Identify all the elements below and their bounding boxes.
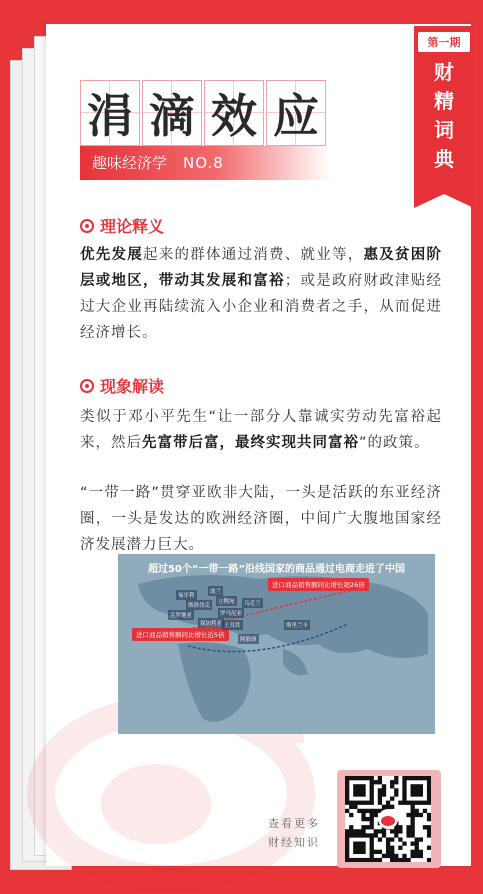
issue-label: 第一期	[418, 32, 470, 52]
qr-module	[398, 829, 402, 833]
qr-module	[411, 829, 415, 833]
qr-module	[370, 801, 374, 805]
qr-module	[386, 801, 390, 805]
qr-module	[402, 792, 406, 796]
qr-module	[411, 805, 415, 809]
qr-module	[374, 780, 378, 784]
body-text: ”的政策。	[359, 435, 430, 451]
qr-module	[419, 784, 423, 788]
page-title	[80, 80, 328, 146]
qr-module	[382, 788, 386, 792]
qr-module	[353, 776, 357, 780]
qr-module	[357, 842, 361, 846]
qr-module	[382, 833, 386, 837]
qr-module	[427, 825, 431, 829]
qr-module	[390, 784, 394, 788]
qr-module	[411, 776, 415, 780]
qr-module	[427, 817, 431, 821]
qr-module	[390, 858, 394, 862]
qr-module	[427, 780, 431, 784]
qr-module	[353, 784, 357, 788]
heading-text: 理论释义	[100, 217, 165, 236]
qr-module	[353, 829, 357, 833]
qr-module	[394, 788, 398, 792]
phenomenon-paragraph-1	[80, 404, 442, 456]
qr-module	[353, 833, 357, 837]
qr-module	[406, 801, 410, 805]
qr-module	[398, 837, 402, 841]
qr-module	[349, 829, 353, 833]
see-more-line: 查看更多	[268, 817, 320, 830]
qr-code-frame	[337, 770, 441, 868]
qr-module	[374, 858, 378, 862]
qr-module	[370, 825, 374, 829]
qr-module	[390, 796, 394, 800]
qr-module	[411, 825, 415, 829]
qr-module	[415, 776, 419, 780]
qr-module	[345, 833, 349, 837]
qr-module	[357, 809, 361, 813]
qr-module	[357, 850, 361, 854]
title-char: 效	[204, 80, 264, 146]
qr-module	[349, 825, 353, 829]
qr-module	[411, 817, 415, 821]
qr-module	[374, 809, 378, 813]
qr-module	[353, 788, 357, 792]
qr-module	[415, 809, 419, 813]
qr-module	[361, 788, 365, 792]
ribbon-char: 财	[434, 60, 454, 84]
qr-module	[345, 792, 349, 796]
qr-module	[370, 846, 374, 850]
qr-module	[402, 776, 406, 780]
qr-module	[390, 850, 394, 854]
qr-module	[402, 801, 406, 805]
qr-module	[370, 821, 374, 825]
map-city: 克罗地亚	[168, 610, 194, 620]
qr-module	[390, 837, 394, 841]
qr-module	[365, 858, 369, 862]
qr-module	[415, 837, 419, 841]
qr-module	[345, 809, 349, 813]
map-city: 土耳其	[222, 620, 243, 630]
map-label-right: 进口商品销售额同比增长超26倍	[268, 578, 369, 591]
qr-module	[345, 858, 349, 862]
qr-module	[427, 792, 431, 796]
qr-module	[345, 784, 349, 788]
qr-module	[361, 850, 365, 854]
qr-module	[390, 854, 394, 858]
qr-module	[370, 792, 374, 796]
title-char: 滴	[142, 80, 202, 146]
qr-module	[394, 854, 398, 858]
qr-module	[357, 846, 361, 850]
qr-module	[365, 817, 369, 821]
qr-code-icon	[345, 776, 431, 862]
qr-module	[361, 792, 365, 796]
qr-module	[394, 858, 398, 862]
qr-module	[370, 780, 374, 784]
qr-module	[415, 850, 419, 854]
qr-module	[374, 813, 378, 817]
qr-module	[353, 858, 357, 862]
qr-module	[382, 854, 386, 858]
map-city: 保加利亚	[198, 618, 224, 628]
subtitle: 趣味经济学	[92, 154, 168, 172]
qr-module	[411, 821, 415, 825]
qr-module	[361, 817, 365, 821]
map-city: 波兰	[208, 586, 223, 596]
qr-module	[423, 776, 427, 780]
qr-module	[374, 829, 378, 833]
qr-module	[411, 784, 415, 788]
qr-module	[402, 842, 406, 846]
qr-module	[353, 801, 357, 805]
bold-text: 惠及贫困阶层或地区，带动其发展和富裕	[80, 247, 442, 289]
qr-module	[374, 850, 378, 854]
target-dot-icon	[80, 379, 94, 393]
qr-module	[419, 792, 423, 796]
ribbon-char: 典	[434, 147, 454, 171]
qr-module	[406, 833, 410, 837]
qr-module	[370, 842, 374, 846]
bold-text: 先富带后富，最终实现共同富裕	[142, 435, 359, 451]
qr-module	[390, 780, 394, 784]
qr-module	[386, 837, 390, 841]
qr-module	[353, 792, 357, 796]
qr-module	[427, 813, 431, 817]
qr-module	[370, 833, 374, 837]
qr-module	[406, 858, 410, 862]
see-more-line: 财经知识	[268, 836, 320, 849]
qr-module	[386, 854, 390, 858]
qr-module	[427, 858, 431, 862]
qr-module	[370, 854, 374, 858]
qr-module	[390, 829, 394, 833]
qr-module	[415, 846, 419, 850]
map-title: 超过50个“一带一路”沿线国家的商品通过电商走进了中国	[147, 564, 406, 575]
title-char: 应	[266, 80, 326, 146]
qr-module	[349, 858, 353, 862]
qr-module	[361, 784, 365, 788]
qr-module	[345, 801, 349, 805]
qr-module	[415, 788, 419, 792]
map-city: 斯里兰卡	[284, 620, 310, 630]
belt-road-map-image	[118, 554, 435, 734]
qr-module	[357, 829, 361, 833]
qr-module	[394, 792, 398, 796]
body-text: ；或是政府财政津贴经过大企业再陆续流入小企业和消费者之手，从而促进经济增长。	[80, 273, 442, 341]
qr-module	[357, 858, 361, 862]
qr-module	[365, 776, 369, 780]
qr-module	[415, 854, 419, 858]
qr-module	[370, 850, 374, 854]
qr-module	[394, 829, 398, 833]
qr-module	[361, 858, 365, 862]
weibo-logo-icon	[381, 816, 395, 826]
qr-module	[415, 801, 419, 805]
subtitle-bar	[80, 146, 330, 180]
qr-module	[390, 805, 394, 809]
qr-module	[378, 801, 382, 805]
qr-module	[374, 833, 378, 837]
section-heading-phenomenon	[80, 374, 164, 397]
qr-module	[378, 780, 382, 784]
qr-module	[419, 788, 423, 792]
qr-module	[402, 854, 406, 858]
body-text: 类似于邓小平先生“让一部分人靠诚实劳动先富裕起来，然后	[80, 409, 442, 451]
qr-module	[415, 842, 419, 846]
map-city: 斯洛伐克	[186, 600, 212, 610]
qr-module	[365, 801, 369, 805]
qr-module	[411, 809, 415, 813]
qr-module	[411, 842, 415, 846]
qr-module	[402, 788, 406, 792]
bold-text: 优先发展	[80, 247, 143, 263]
qr-module	[398, 846, 402, 850]
qr-module	[382, 805, 386, 809]
qr-module	[411, 788, 415, 792]
qr-module	[378, 792, 382, 796]
qr-module	[419, 837, 423, 841]
qr-module	[353, 805, 357, 809]
qr-module	[349, 805, 353, 809]
qr-module	[349, 801, 353, 805]
qr-module	[345, 850, 349, 854]
ribbon-char: 词	[434, 118, 454, 142]
qr-module	[427, 846, 431, 850]
issue-number: NO.8	[183, 154, 224, 172]
qr-module	[370, 817, 374, 821]
qr-module	[386, 805, 390, 809]
qr-module	[390, 846, 394, 850]
qr-module	[345, 846, 349, 850]
ribbon-char: 精	[434, 89, 454, 113]
qr-module	[345, 780, 349, 784]
qr-module	[411, 801, 415, 805]
qr-module	[423, 801, 427, 805]
qr-module	[345, 796, 349, 800]
see-more-text	[268, 814, 320, 852]
qr-module	[427, 833, 431, 837]
qr-module	[370, 776, 374, 780]
qr-module	[411, 854, 415, 858]
qr-code[interactable]	[345, 776, 431, 862]
qr-module	[406, 829, 410, 833]
map-city: 乌克兰	[242, 598, 263, 608]
qr-module	[419, 776, 423, 780]
qr-module	[345, 837, 349, 841]
qr-module	[406, 776, 410, 780]
qr-module	[345, 842, 349, 846]
qr-module	[378, 837, 382, 841]
heading-text: 现象解读	[100, 377, 165, 396]
qr-module	[361, 809, 365, 813]
qr-module	[415, 784, 419, 788]
qr-module	[398, 825, 402, 829]
qr-module	[349, 813, 353, 817]
qr-module	[357, 833, 361, 837]
ribbon-tail	[414, 194, 474, 208]
qr-module	[394, 833, 398, 837]
qr-module	[353, 846, 357, 850]
map-city: 立陶宛	[216, 596, 237, 606]
title-char: 涓	[80, 80, 140, 146]
qr-module	[402, 784, 406, 788]
map-city: 匈牙利	[176, 590, 197, 600]
issue-ribbon	[414, 26, 474, 194]
map-city: 罗马尼亚	[218, 608, 244, 618]
qr-module	[349, 833, 353, 837]
qr-module	[349, 776, 353, 780]
qr-module	[378, 850, 382, 854]
qr-module	[361, 801, 365, 805]
qr-module	[427, 776, 431, 780]
qr-module	[386, 842, 390, 846]
qr-module	[353, 842, 357, 846]
qr-module	[361, 842, 365, 846]
map-label-left: 进口商品销售额同比增长近5倍	[132, 628, 229, 641]
theory-paragraph	[80, 242, 442, 346]
body-text: 起来的群体通过消费、就业等，	[143, 247, 364, 263]
qr-module	[394, 780, 398, 784]
qr-module	[370, 813, 374, 817]
qr-module	[398, 858, 402, 862]
qr-module	[361, 813, 365, 817]
qr-module	[357, 801, 361, 805]
qr-module	[382, 792, 386, 796]
qr-module	[419, 850, 423, 854]
map-city: 阿联酋	[238, 634, 259, 644]
qr-module	[370, 784, 374, 788]
qr-module	[419, 801, 423, 805]
qr-module	[406, 825, 410, 829]
qr-module	[378, 788, 382, 792]
qr-module	[398, 801, 402, 805]
qr-module	[402, 858, 406, 862]
qr-module	[361, 833, 365, 837]
qr-module	[402, 780, 406, 784]
qr-module	[411, 792, 415, 796]
qr-module	[345, 776, 349, 780]
qr-module	[427, 788, 431, 792]
qr-module	[370, 837, 374, 841]
qr-module	[378, 858, 382, 862]
qr-module	[382, 784, 386, 788]
qr-module	[378, 796, 382, 800]
qr-module	[402, 796, 406, 800]
qr-module	[406, 813, 410, 817]
qr-module	[427, 784, 431, 788]
qr-module	[365, 833, 369, 837]
qr-module	[357, 792, 361, 796]
qr-module	[357, 776, 361, 780]
qr-module	[378, 776, 382, 780]
qr-module	[427, 829, 431, 833]
qr-module	[415, 792, 419, 796]
qr-module	[361, 846, 365, 850]
qr-module	[370, 858, 374, 862]
qr-module	[345, 829, 349, 833]
qr-module	[386, 850, 390, 854]
qr-module	[394, 776, 398, 780]
qr-module	[427, 796, 431, 800]
qr-module	[370, 788, 374, 792]
section-heading-theory	[80, 214, 164, 237]
qr-module	[370, 796, 374, 800]
qr-module	[353, 850, 357, 854]
qr-module	[357, 788, 361, 792]
qr-module	[365, 809, 369, 813]
qr-module	[411, 850, 415, 854]
qr-module	[357, 784, 361, 788]
qr-module	[423, 825, 427, 829]
qr-module	[370, 809, 374, 813]
qr-module	[382, 829, 386, 833]
qr-module	[415, 813, 419, 817]
qr-module	[423, 809, 427, 813]
target-dot-icon	[80, 219, 94, 233]
qr-module	[365, 825, 369, 829]
qr-module	[345, 854, 349, 858]
qr-module	[386, 846, 390, 850]
qr-module	[378, 829, 382, 833]
phenomenon-paragraph-2: “一带一路”贯穿亚欧非大陆，一头是活跃的东亚经济圈，一头是发达的欧洲经济圈，中间广大腹地国家经济发展潜力巨大。	[80, 485, 442, 553]
qr-module	[361, 829, 365, 833]
qr-module	[419, 854, 423, 858]
qr-module	[411, 813, 415, 817]
qr-module	[419, 813, 423, 817]
qr-module	[411, 833, 415, 837]
qr-module	[361, 825, 365, 829]
qr-module	[345, 788, 349, 792]
qr-module	[361, 776, 365, 780]
qr-module	[427, 801, 431, 805]
